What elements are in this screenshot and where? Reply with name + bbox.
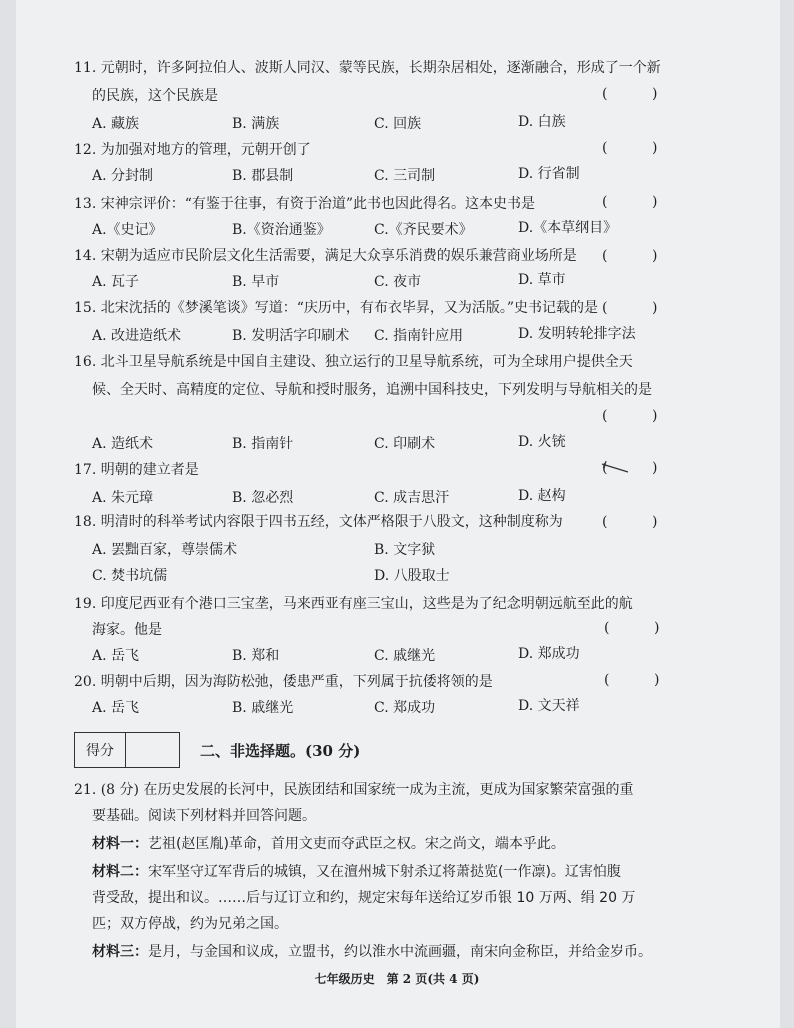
q14-opt-d: D. 草市: [518, 272, 566, 288]
q19-line2: 海家。他是: [92, 622, 162, 638]
score-blank: [126, 733, 179, 767]
paren-open: (: [602, 514, 608, 530]
q16-line1: 16. 北斗卫星导航系统是中国自主建设、独立运行的卫星导航系统，可为全球用户提供全天: [74, 354, 633, 370]
q17-opt-d: D. 赵构: [518, 488, 566, 504]
q20-opt-c: C. 郑成功: [374, 700, 436, 716]
q17-opt-a: A. 朱元璋: [92, 490, 154, 506]
pencil-mark-icon: [598, 458, 638, 478]
paren-open: (: [602, 460, 608, 476]
q18-opt-d: D. 八股取士: [374, 568, 450, 584]
q21-line2: 要基础。阅读下列材料并回答问题。: [92, 808, 316, 824]
q15-opt-c: C. 指南针应用: [374, 328, 464, 344]
material-2-text-a: 宋军坚守辽军背后的城镇，又在澶州城下射杀辽将萧挞览(一作凛)。辽害怕腹: [148, 864, 621, 880]
q12-opt-c: C. 三司制: [374, 168, 436, 184]
q13-opt-b: B.《资治通鉴》: [232, 222, 331, 238]
page-footer: 七年级历史 第 2 页(共 4 页): [314, 972, 480, 986]
q15-opt-b: B. 发明活字印刷术: [232, 328, 350, 344]
q19-opt-b: B. 郑和: [232, 648, 280, 664]
q15-opt-d: D. 发明转轮排字法: [518, 326, 636, 342]
q21-material-2b: 背受敌，提出和议。……后与辽订立和约，规定宋每年送给辽岁币银 10 万两、绢 20 万: [92, 890, 636, 906]
q18-line1: 18. 明清时的科举考试内容限于四书五经，文体严格限于八股文，这种制度称为: [74, 514, 563, 530]
paren-close: ): [652, 140, 658, 156]
q20-opt-a: A. 岳飞: [92, 700, 140, 716]
q21-material-1: [92, 834, 565, 854]
q19-opt-c: C. 戚继光: [374, 648, 436, 664]
q15-opt-a: A. 改进造纸术: [92, 328, 182, 344]
paren-close: ): [652, 194, 658, 210]
paren-open: (: [602, 248, 608, 264]
q16-opt-d: D. 火铳: [518, 434, 566, 450]
paren-close: ): [652, 86, 658, 102]
paren-close: ): [652, 300, 658, 316]
paren-close: ): [654, 672, 660, 688]
paren-open: (: [602, 408, 608, 424]
q20-opt-d: D. 文天祥: [518, 698, 580, 714]
q20-line1: 20. 明朝中后期，因为海防松弛，倭患严重，下列属于抗倭将领的是: [74, 674, 493, 690]
q21-line1: 21. (8 分) 在历史发展的长河中，民族团结和国家统一成为主流，更成为国家繁荣富强的重: [74, 782, 634, 798]
paren-open: (: [602, 300, 608, 316]
paren-open: (: [602, 140, 608, 156]
q16-line2: 候、全天时、高精度的定位、导航和授时服务，追溯中国科技史，下列发明与导航相关的是: [92, 382, 652, 398]
paren-close: ): [654, 620, 660, 636]
q13-opt-d: D.《本草纲目》: [518, 220, 618, 236]
q12-line1: 12. 为加强对地方的管理，元朝开创了: [74, 142, 311, 158]
q12-opt-a: A. 分封制: [92, 168, 154, 184]
q11-opt-a: A. 藏族: [92, 116, 140, 132]
q18-opt-b: B. 文字狱: [374, 542, 436, 558]
q18-opt-c: C. 焚书坑儒: [92, 568, 168, 584]
q19-line1: 19. 印度尼西亚有个港口三宝垄，马来西亚有座三宝山，这些是为了纪念明朝远航至此的航: [74, 596, 633, 612]
q12-opt-b: B. 郡县制: [232, 168, 294, 184]
q19-opt-d: D. 郑成功: [518, 646, 580, 662]
q11-line1: 11. 元朝时，许多阿拉伯人、波斯人同汉、蒙等民族，长期杂居相处，逐渐融合，形成了一个新: [74, 60, 661, 76]
q16-opt-a: A. 造纸术: [92, 436, 154, 452]
material-3-label: 材料三：: [92, 944, 148, 960]
paren-open: (: [602, 194, 608, 210]
q16-opt-b: B. 指南针: [232, 436, 294, 452]
q13-opt-a: A.《史记》: [92, 222, 163, 238]
q18-opt-a: A. 罢黜百家，尊崇儒术: [92, 542, 238, 558]
q21-material-2c: 匹；双方停战，约为兄弟之国。: [92, 916, 288, 932]
paren-close: ): [652, 408, 658, 424]
q14-opt-b: B. 早市: [232, 274, 280, 290]
paren-close: ): [652, 248, 658, 264]
paren-open: (: [604, 672, 610, 688]
paren-open: (: [602, 86, 608, 102]
q17-line1: 17. 明朝的建立者是: [74, 462, 199, 478]
q14-opt-a: A. 瓦子: [92, 274, 140, 290]
material-2-label: 材料二：: [92, 864, 148, 880]
material-1-text: 艺祖(赵匡胤)革命，首用文吏而夺武臣之权。宋之尚文，端本乎此。: [148, 836, 565, 852]
q14-opt-c: C. 夜市: [374, 274, 422, 290]
q11-opt-d: D. 白族: [518, 114, 566, 130]
q20-opt-b: B. 戚继光: [232, 700, 294, 716]
q21-material-3: [92, 942, 652, 962]
q13-line1: 13. 宋神宗评价：“有鉴于往事，有资于治道”此书也因此得名。这本史书是: [74, 196, 536, 212]
score-box: [74, 732, 180, 768]
q12-opt-d: D. 行省制: [518, 166, 580, 182]
q21-material-2: [92, 862, 621, 882]
q17-opt-c: C. 成吉思汗: [374, 490, 450, 506]
paren-close: ): [652, 460, 658, 476]
paren-close: ): [652, 514, 658, 530]
material-1-label: 材料一：: [92, 836, 148, 852]
material-3-text: 是月，与金国和议成，立盟书，约以淮水中流画疆，南宋向金称臣，并给金岁币。: [148, 944, 652, 960]
q17-opt-b: B. 忽必烈: [232, 490, 294, 506]
q15-line1: 15. 北宋沈括的《梦溪笔谈》写道：“庆历中，有布衣毕昇，又为活版。”史书记载的是: [74, 300, 599, 316]
q11-opt-b: B. 满族: [232, 116, 280, 132]
q16-opt-c: C. 印刷术: [374, 436, 436, 452]
q14-line1: 14. 宋朝为适应市民阶层文化生活需要，满足大众享乐消费的娱乐兼营商业场所是: [74, 248, 577, 264]
paren-open: (: [604, 620, 610, 636]
q11-line2: 的民族，这个民族是: [92, 88, 218, 104]
q11-opt-c: C. 回族: [374, 116, 422, 132]
q19-opt-a: A. 岳飞: [92, 648, 140, 664]
score-label: 得分: [75, 733, 126, 767]
q13-opt-c: C.《齐民要术》: [374, 222, 473, 238]
section-title: 二、非选择题。(30 分): [200, 742, 361, 760]
